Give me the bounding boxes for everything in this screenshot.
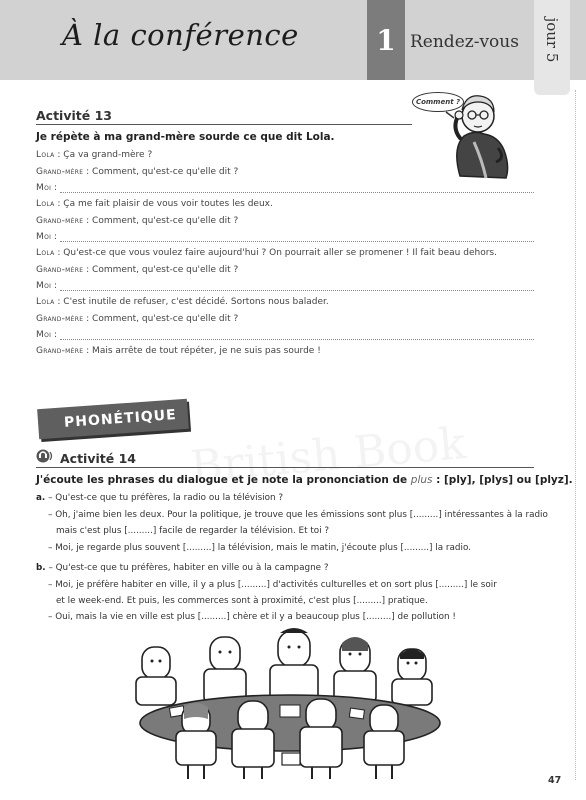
line-text: et le week-end. Et puis, les commerces sont à proximité, c'est plus [.........] pratique. <box>56 596 428 606</box>
line-text: : Mais arrête de tout répéter, je ne suis pas sourde ! <box>83 346 321 356</box>
item-label: b. <box>36 563 46 573</box>
exercise-line <box>48 510 548 520</box>
conference-illustration <box>130 625 450 780</box>
activity-14-rule <box>36 467 534 468</box>
exercise-line <box>56 596 428 606</box>
dialogue-line <box>36 199 273 209</box>
dialogue-line <box>36 183 57 193</box>
chapter-label: Rendez-vous <box>410 32 519 52</box>
line-text: : <box>51 183 58 193</box>
exercise-line <box>48 580 497 590</box>
instruction-part: J'écoute les phrases du dialogue et je note la prononciation de <box>36 474 411 486</box>
speaker: Moi <box>36 183 52 193</box>
line-text: – Oui, mais la vie en ville est plus [.........] chère et il y a beaucoup plus [.........] de pollution ! <box>48 612 456 622</box>
page-title: À la conférence <box>62 18 299 52</box>
phonetique-label: PHONÉTIQUE <box>63 407 178 431</box>
day-tab-label: jour 5 <box>543 17 561 63</box>
answer-line[interactable] <box>60 192 534 193</box>
speaker: Lola <box>36 150 55 160</box>
grandmother-illustration <box>440 88 522 180</box>
line-text: : <box>51 330 58 340</box>
line-text: : Comment, qu'est-ce qu'elle dit ? <box>83 167 239 177</box>
line-text: – Qu'est-ce que tu préfères, la radio ou la télévision ? <box>48 493 284 503</box>
speaker: Grand-mère <box>36 265 84 275</box>
activity-13-heading: Activité 13 <box>36 108 112 123</box>
line-text: : Comment, qu'est-ce qu'elle dit ? <box>83 314 239 324</box>
speaker: Lola <box>36 297 55 307</box>
line-text: : Ça me fait plaisir de vous voir toutes les deux. <box>54 199 273 209</box>
dialogue-line <box>36 346 321 356</box>
dialogue-line <box>36 248 497 258</box>
speaker: Moi <box>36 232 52 242</box>
line-text: : Qu'est-ce que vous voulez faire aujourd'hui ? On pourrait aller se promener ! Il fait beau dehors. <box>54 248 497 258</box>
audio-icon <box>36 448 54 464</box>
answer-line[interactable] <box>60 241 534 242</box>
activity-13-instruction: Je répète à ma grand-mère sourde ce que dit Lola. <box>36 131 335 143</box>
exercise-line <box>36 563 329 573</box>
speaker: Lola <box>36 248 55 258</box>
answer-line[interactable] <box>60 339 534 340</box>
dialogue-line <box>36 232 57 242</box>
dialogue-line <box>36 265 238 275</box>
speaker: Lola <box>36 199 55 209</box>
dialogue-line <box>36 167 238 177</box>
line-text: – Moi, je regarde plus souvent [.........] la télévision, mais le matin, j'écoute plus [.........] la radio. <box>48 543 471 553</box>
speaker: Grand-mère <box>36 314 84 324</box>
instruction-plus: plus <box>410 474 433 486</box>
instruction-part: : [ply], [plys] ou [plyz]. <box>432 474 573 486</box>
exercise-line <box>48 543 471 553</box>
line-text: : Ça va grand-mère ? <box>54 150 153 160</box>
dialogue-line <box>36 297 329 307</box>
line-text: : Comment, qu'est-ce qu'elle dit ? <box>83 265 239 275</box>
line-text: : <box>51 232 58 242</box>
line-text: – Moi, je préfère habiter en ville, il y a plus [.........] d'activités culturelles et on sort plus [.........] le soir <box>48 580 497 590</box>
speaker: Grand-mère <box>36 167 84 177</box>
dialogue-line <box>36 216 238 226</box>
item-label: a. <box>36 493 46 503</box>
exercise-line <box>36 493 283 503</box>
margin-dotted-line <box>575 90 576 780</box>
speaker: Moi <box>36 330 52 340</box>
page-number: 47 <box>548 775 562 786</box>
chapter-number: 1 <box>376 24 396 57</box>
line-text: : <box>51 281 58 291</box>
speech-bubble: Comment ? <box>412 92 464 112</box>
speaker: Moi <box>36 281 52 291</box>
dialogue-line <box>36 281 57 291</box>
activity-14-instruction <box>36 474 573 486</box>
line-text: mais c'est plus [.........] facile de regarder la télévision. Et toi ? <box>56 526 330 536</box>
activity-13-rule <box>36 124 412 125</box>
line-text: : Comment, qu'est-ce qu'elle dit ? <box>83 216 239 226</box>
dialogue-line <box>36 330 57 340</box>
line-text: – Oh, j'aime bien les deux. Pour la politique, je trouve que les émissions sont plus [.........] intéressantes à la radio <box>48 510 548 520</box>
speaker: Grand-mère <box>36 346 84 356</box>
exercise-line <box>48 612 456 622</box>
answer-line[interactable] <box>60 290 534 291</box>
line-text: : C'est inutile de refuser, c'est décidé. Sortons nous balader. <box>54 297 329 307</box>
dialogue-line <box>36 314 238 324</box>
speaker: Grand-mère <box>36 216 84 226</box>
activity-14-heading: Activité 14 <box>60 451 136 466</box>
line-text: – Qu'est-ce que tu préfères, habiter en ville ou à la campagne ? <box>48 563 329 573</box>
dialogue-line <box>36 150 152 160</box>
exercise-line <box>56 526 329 536</box>
